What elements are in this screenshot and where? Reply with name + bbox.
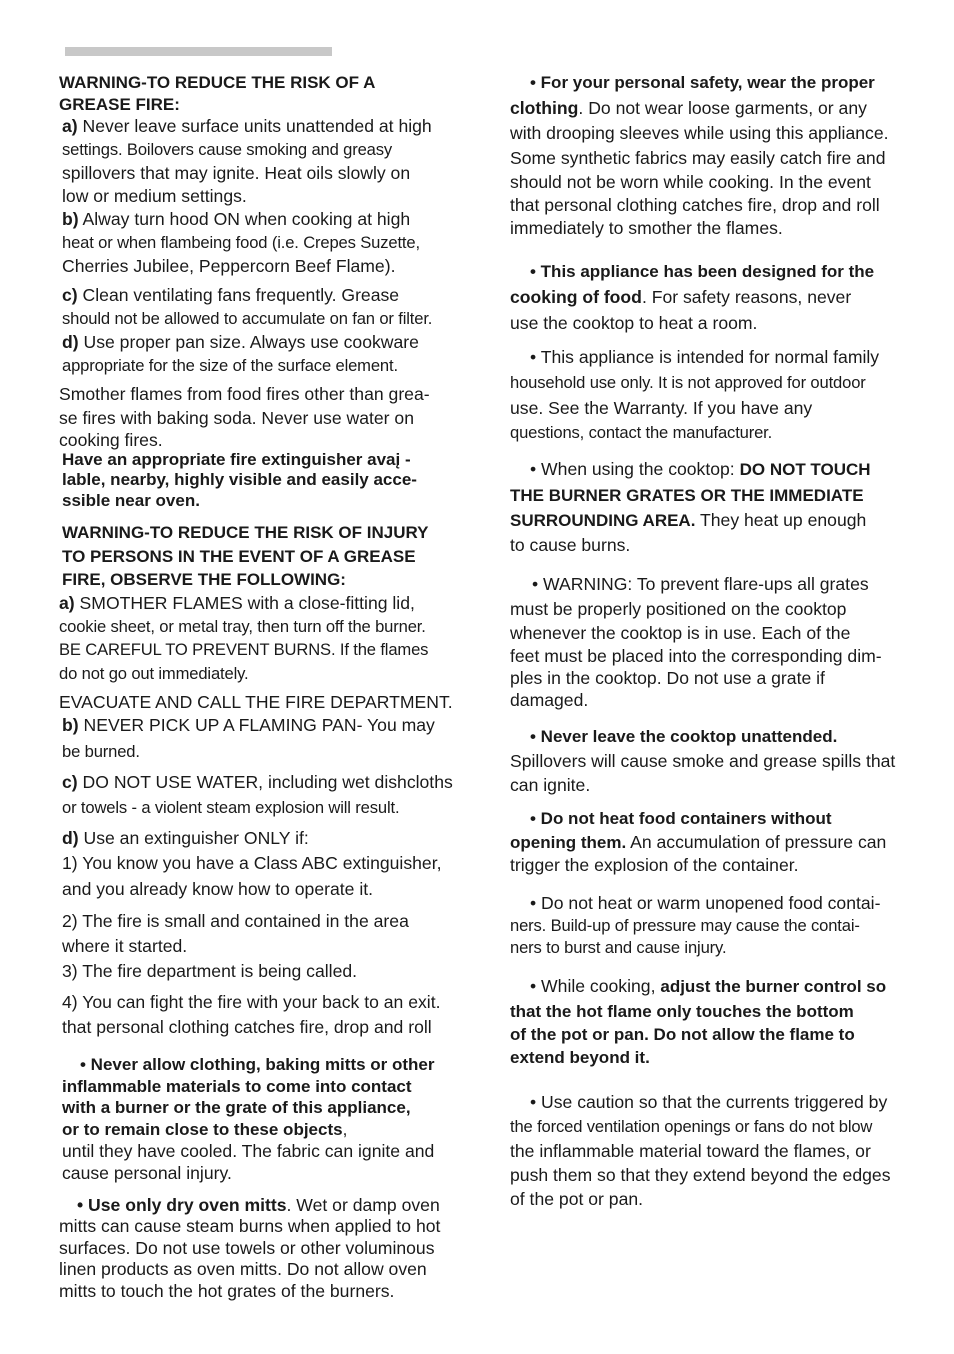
- text-line: mitts can cause steam burns when applied to hot: [59, 1216, 441, 1237]
- text-line: linen products as oven mitts. Do not allow oven: [59, 1259, 427, 1280]
- text-line: must be properly positioned on the cooktop: [510, 599, 847, 619]
- item-label: a): [59, 592, 75, 613]
- item-b-flaming-pan: [59, 714, 489, 764]
- text-line: to cause burns.: [510, 535, 631, 555]
- text-line: the inflammable material toward the flames, or: [510, 1141, 871, 1161]
- text-line: cookie sheet, or metal tray, then turn off the burner.: [59, 617, 426, 637]
- text-line: surfaces. Do not use towels or other voluminous: [59, 1237, 435, 1258]
- text-line: Use proper pan size. Always use cookware: [83, 331, 419, 352]
- bold-line: • Do not heat food containers without: [530, 809, 832, 828]
- text-line: immediately to smother the flames.: [510, 218, 783, 238]
- text-line: whenever the cooktop is in use. Each of the: [510, 623, 851, 643]
- text-line: . Wet or damp oven: [286, 1195, 440, 1216]
- text-line: feet must be placed into the corresponding dim-: [510, 646, 882, 666]
- bold-line: DO NOT TOUCH: [739, 460, 871, 479]
- comma: ,: [342, 1119, 348, 1139]
- bold-line: • For your personal safety, wear the proper: [530, 73, 875, 92]
- evacuate-line: EVACUATE AND CALL THE FIRE DEPARTMENT.: [59, 692, 453, 713]
- food-containers-paragraph: [510, 807, 930, 877]
- text-line: questions, contact the manufacturer.: [510, 423, 773, 442]
- text-line: can ignite.: [510, 775, 591, 795]
- text-line: 4) You can fight the fire with your back to an exit.: [62, 992, 441, 1013]
- item-label: b): [62, 209, 79, 230]
- text-line: until they have cooled. The fabric can ignite and: [62, 1141, 435, 1162]
- text-line: ners to burst and cause injury.: [510, 938, 727, 957]
- text-line: and you already know how to operate it.: [62, 879, 374, 900]
- text-line: • This appliance is intended for normal family: [530, 347, 880, 367]
- never-unattended-paragraph: [510, 725, 930, 797]
- bold-lead: opening them.: [510, 833, 627, 852]
- text-line: • Do not heat or warm unopened food contai-: [530, 893, 881, 913]
- bold-line: or to remain close to these objects: [62, 1119, 343, 1139]
- bold-line: THE BURNER GRATES OR THE IMMEDIATE: [510, 486, 864, 505]
- bold-line: that the hot flame only touches the bottom: [510, 1002, 854, 1021]
- bold-line: of the pot or pan. Do not allow the flame to: [510, 1025, 855, 1044]
- bold-lead: clothing: [510, 98, 579, 118]
- condition-2: [59, 908, 489, 958]
- text-line: cause personal injury.: [62, 1163, 232, 1184]
- text-line: ners. Build-up of pressure may cause the contai-: [510, 916, 860, 935]
- item-d-extinguisher: [59, 827, 489, 850]
- text-line: use the cooktop to heat a room.: [510, 313, 758, 333]
- bold-line: • Never leave the cooktop unattended.: [530, 727, 838, 746]
- clothing-warning: [59, 1054, 489, 1184]
- designed-for-cooking-paragraph: [510, 260, 930, 335]
- text-line: . Do not wear loose garments, or any: [578, 98, 867, 118]
- item-label: d): [62, 827, 79, 848]
- family-use-paragraph: [510, 345, 930, 446]
- text-line: DO NOT USE WATER, including wet dishcloths: [82, 771, 453, 792]
- text-line: trigger the explosion of the container.: [510, 855, 799, 875]
- heading-line: WARNING-TO REDUCE THE RISK OF INJURY: [62, 523, 429, 543]
- text-line: An accumulation of pressure can: [626, 832, 887, 852]
- bold-line: SURROUNDING AREA.: [510, 511, 696, 530]
- text-line: Never leave surface units unattended at high: [82, 116, 432, 136]
- text-line: Clean ventilating fans frequently. Grease: [82, 285, 400, 306]
- text-line: Smother flames from food fires other than grea-: [59, 384, 430, 405]
- text-line: BE CAREFUL TO PREVENT BURNS. If the flames: [59, 640, 429, 660]
- item-label: d): [62, 331, 79, 352]
- text-line: • While cooking,: [530, 976, 661, 996]
- bold-line: lable, nearby, highly visible and easily acce-: [62, 470, 417, 490]
- item-label: c): [62, 285, 78, 306]
- text-line: They heat up enough: [695, 510, 867, 530]
- adjust-burner-paragraph: [510, 973, 930, 1069]
- text-line: Some synthetic fabrics may easily catch fire and: [510, 148, 886, 168]
- item-label: c): [62, 771, 78, 792]
- extinguisher-notice: [59, 450, 489, 512]
- bold-lead: • Use only dry oven mitts: [77, 1195, 287, 1216]
- bold-line: • This appliance has been designed for the: [530, 262, 875, 281]
- heading-line: WARNING-TO REDUCE THE RISK OF A: [59, 73, 376, 92]
- text-line: Alway turn hood ON when cooking at high: [82, 209, 411, 230]
- text-line: do not go out immediately.: [59, 663, 249, 683]
- item-c-no-water: [59, 771, 489, 821]
- bold-line: Have an appropriate fire extinguisher avaį -: [62, 449, 411, 469]
- item-label: b): [62, 715, 79, 736]
- item-a-unattended: [59, 115, 489, 208]
- text-line: • When using the cooktop:: [530, 459, 740, 479]
- warning-grease-fire-title: [59, 72, 489, 115]
- text-line: spillovers that may ignite. Heat oils slowly on: [62, 162, 411, 183]
- left-column: [59, 72, 489, 1302]
- bold-line: ssible near oven.: [62, 490, 200, 510]
- text-line: • WARNING: To prevent flare-ups all grates: [532, 574, 869, 594]
- unopened-containers-paragraph: [510, 891, 930, 959]
- text-line: use. See the Warranty. If you have any: [510, 398, 813, 418]
- text-line: . For safety reasons, never: [641, 287, 852, 307]
- bold-line: adjust the burner control so: [660, 977, 887, 996]
- text-line: • Use caution so that the currents triggered by: [530, 1092, 888, 1112]
- text-line: Cherries Jubilee, Peppercorn Beef Flame).: [62, 255, 396, 276]
- text-line: mitts to touch the hot grates of the burners.: [59, 1280, 395, 1301]
- text-line: should not be allowed to accumulate on fan or filter.: [62, 309, 433, 329]
- text-line: NEVER PICK UP A FLAMING PAN- You may: [83, 715, 435, 736]
- text-line: cooking fires.: [59, 429, 163, 450]
- text-line: se fires with baking soda. Never use water on: [59, 407, 414, 428]
- text-line: Spillovers will cause smoke and grease spills that: [510, 751, 896, 771]
- text-line: that personal clothing catches fire, drop and roll: [62, 1017, 432, 1038]
- text-line: where it started.: [62, 936, 188, 957]
- bold-line: • Never allow clothing, baking mitts or other: [80, 1055, 435, 1075]
- text-line: or towels - a violent steam explosion will result.: [62, 797, 400, 817]
- text-line: that personal clothing catches fire, drop and roll: [510, 195, 880, 215]
- flare-up-warning-paragraph: [510, 571, 930, 711]
- item-a-smother-flames: [59, 592, 489, 685]
- text-line: push them so that they extend beyond the edges: [510, 1165, 891, 1185]
- header-rule: [65, 47, 332, 56]
- text-line: be burned.: [62, 741, 140, 761]
- heading-line: GREASE FIRE:: [59, 94, 180, 114]
- condition-3: 3) The fire department is being called.: [62, 961, 358, 982]
- smother-paragraph: [59, 383, 489, 450]
- text-line: 2) The fire is small and contained in the area: [62, 911, 409, 932]
- text-line: the forced ventilation openings or fans do not blow: [510, 1117, 873, 1136]
- cooktop-touch-paragraph: [510, 456, 930, 557]
- ventilation-currents-paragraph: [510, 1089, 930, 1211]
- text-line: appropriate for the size of the surface element.: [62, 355, 398, 375]
- right-column: [510, 70, 930, 1211]
- bold-lead: cooking of food: [510, 287, 642, 307]
- text-line: low or medium settings.: [62, 185, 247, 206]
- text-line: of the pot or pan.: [510, 1189, 644, 1209]
- item-label: a): [62, 116, 78, 136]
- text-line: settings. Boilovers cause smoking and greasy: [62, 140, 393, 160]
- item-c-fans: [59, 284, 489, 331]
- text-line: Use an extinguisher ONLY if:: [83, 827, 309, 848]
- heading-line: TO PERSONS IN THE EVENT OF A GREASE: [62, 546, 416, 566]
- oven-mitts-paragraph: [59, 1194, 489, 1302]
- text-line: household use only. It is not approved for outdoor: [510, 373, 866, 392]
- text-line: damaged.: [510, 690, 589, 710]
- condition-4: [59, 990, 489, 1040]
- warning-injury-title: [59, 521, 489, 592]
- text-line: SMOTHER FLAMES with a close-fitting lid,: [79, 592, 415, 613]
- safety-clothing-paragraph: [510, 70, 930, 240]
- bold-line: extend beyond it.: [510, 1048, 650, 1067]
- bold-line: inflammable materials to come into contact: [62, 1076, 412, 1096]
- item-d-pan-size: [59, 331, 489, 378]
- text-line: should not be worn while cooking. In the event: [510, 172, 871, 192]
- text-line: with drooping sleeves while using this appliance.: [510, 123, 889, 143]
- bold-line: with a burner or the grate of this appliance,: [62, 1098, 411, 1118]
- text-line: ples in the cooktop. Do not use a grate if: [510, 668, 825, 688]
- item-b-hood: [59, 208, 489, 278]
- heading-line: FIRE, OBSERVE THE FOLLOWING:: [62, 570, 346, 590]
- condition-1: [59, 850, 489, 902]
- text-line: heat or when flambeing food (i.e. Crepes Suzette,: [62, 233, 420, 253]
- text-line: 1) You know you have a Class ABC extinguisher,: [62, 853, 442, 874]
